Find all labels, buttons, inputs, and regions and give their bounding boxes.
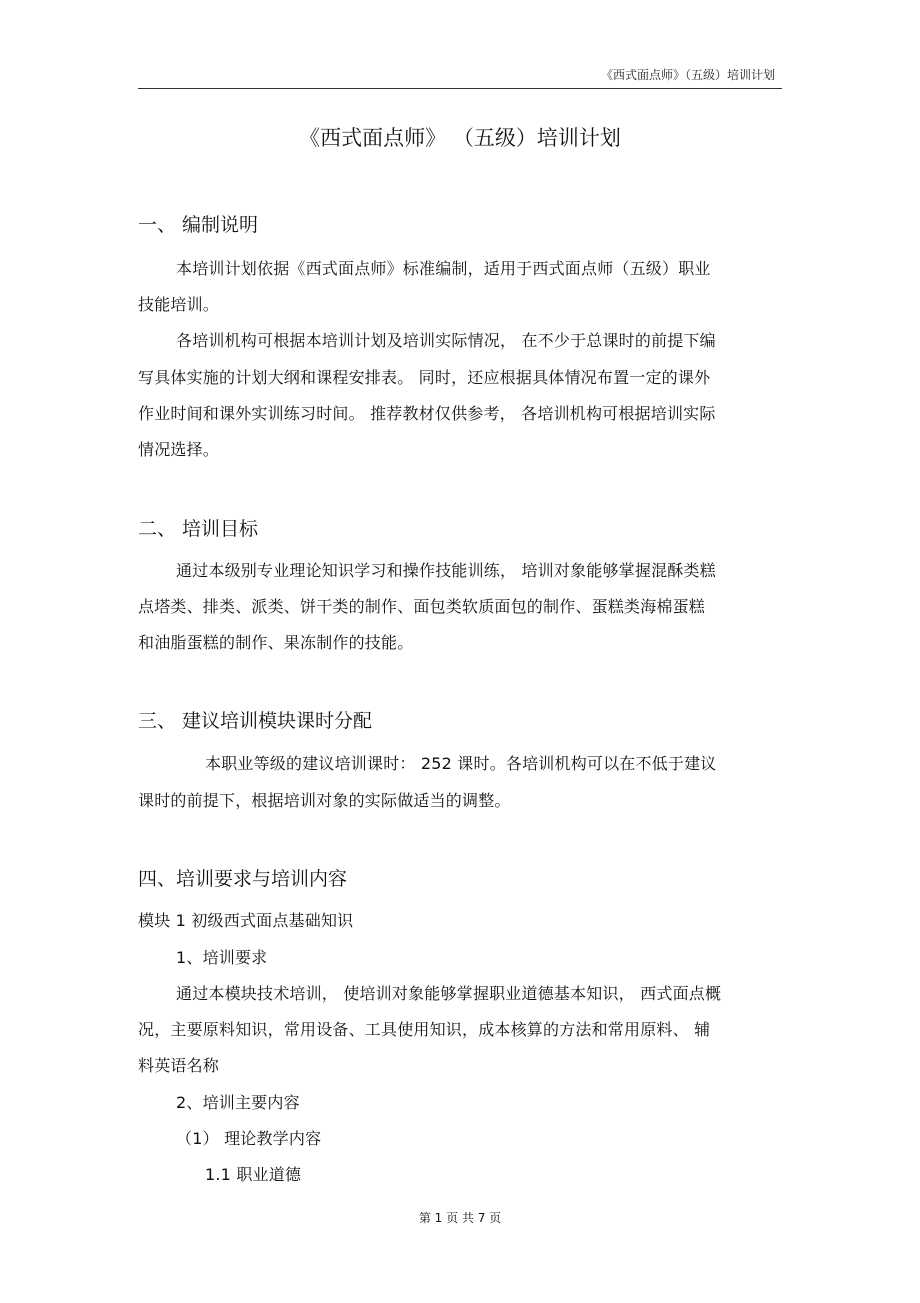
- page-footer: 第 1 页 共 7 页: [418, 1211, 502, 1225]
- section-heading-3: 三、 建议培训模块课时分配: [138, 710, 373, 732]
- subheading-training-requirements: 1、培训要求: [176, 948, 268, 967]
- paragraph-line: 本职业等级的建议培训课时： 252 课时。各培训机构可以在不低于建议: [205, 754, 717, 773]
- paragraph-line: 况，主要原料知识，常用设备、工具使用知识，成本核算的方法和常用原料、 辅: [138, 1020, 711, 1039]
- paragraph-line: 各培训机构可根据本培训计划及培训实际情况， 在不少于总课时的前提下编: [176, 331, 716, 350]
- paragraph-line: 本培训计划依据《西式面点师》标准编制，适用于西式面点师（五级）职业: [176, 259, 711, 278]
- header-rule: [138, 88, 782, 89]
- running-header: 《西式面点师》（五级）培训计划: [600, 68, 775, 82]
- subheading-main-content: 2、培训主要内容: [176, 1093, 300, 1112]
- subheading-theory-content: （1） 理论教学内容: [176, 1129, 322, 1148]
- paragraph-line: 作业时间和课外实训练习时间。 推荐教材仅供参考， 各培训机构可根据培训实际: [138, 404, 716, 423]
- section-heading-4: 四、培训要求与培训内容: [138, 868, 348, 890]
- module-heading: 模块 1 初级西式面点基础知识: [138, 911, 354, 930]
- paragraph-line: 和油脂蛋糕的制作、果冻制作的技能。: [138, 633, 414, 652]
- paragraph-line: 技能培训。: [138, 295, 220, 314]
- paragraph-line: 点塔类、排类、派类、饼干类的制作、面包类软质面包的制作、蛋糕类海棉蛋糕: [138, 597, 706, 616]
- item-professional-ethics: 1.1 职业道德: [205, 1165, 302, 1184]
- section-heading-2: 二、 培训目标: [138, 518, 259, 540]
- document-title: 《西式面点师》 （五级）培训计划: [299, 126, 621, 150]
- paragraph-line: 课时的前提下，根据培训对象的实际做适当的调整。: [138, 791, 511, 810]
- paragraph-line: 通过本级别专业理论知识学习和操作技能训练， 培训对象能够掌握混酥类糕: [176, 561, 716, 580]
- section-heading-1: 一、 编制说明: [138, 214, 259, 236]
- paragraph-line: 通过本模块技术培训， 使培训对象能够掌握职业道德基本知识， 西式面点概: [176, 984, 722, 1003]
- paragraph-line: 料英语名称: [138, 1056, 220, 1075]
- paragraph-line: 情况选择。: [138, 440, 220, 459]
- paragraph-line: 写具体实施的计划大纲和课程安排表。 同时，还应根据具体情况布置一定的课外: [138, 368, 711, 387]
